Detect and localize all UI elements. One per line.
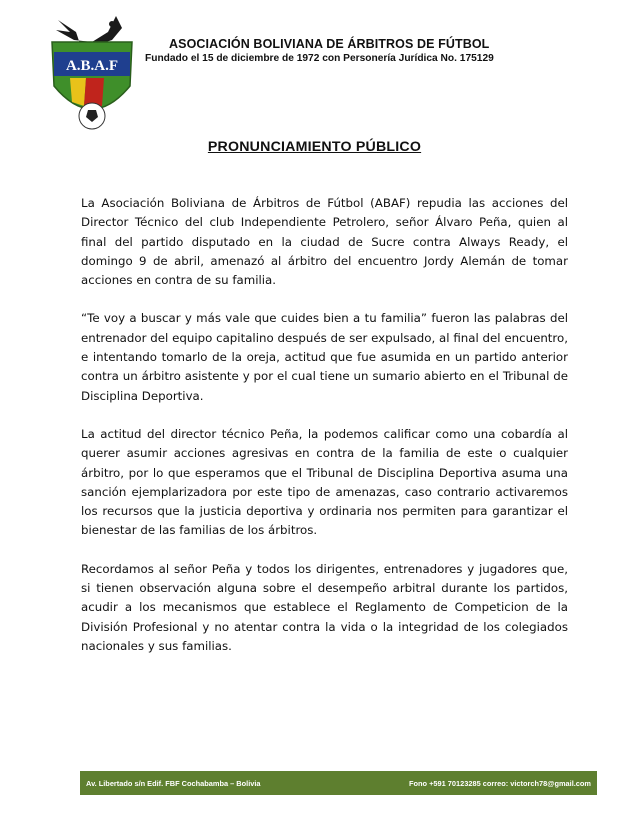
footer-address: Av. Libertado s/n Edif. FBF Cochabamba – Bolivia — [86, 778, 261, 788]
document-title: PRONUNCIAMIENTO PÚBLICO — [207, 139, 422, 155]
logo-text: A.B.A.F — [65, 58, 119, 74]
founding-info: Fundado el 15 de diciembre de 1972 con Personería Jurídica No. 175129 — [145, 53, 494, 64]
paragraph: Recordamos al señor Peña y todos los dirigentes, entrenadores y jugadores que, si tienen observación alguna sobre el desempeño arbitral durante los partidos, acudir a los mecanismos que establece el Reglamento de Competicion de la División Profesional y no atentar contra la vida o la integridad de los colegiados nacionales y sus familias. — [81, 561, 568, 653]
document-body — [81, 194, 568, 675]
footer-contact: Fono +591 70123285 correo: victorch78@gmail.com — [409, 778, 591, 788]
abaf-logo — [46, 10, 138, 138]
organization-name: ASOCIACIÓN BOLIVIANA DE ÁRBITROS DE FÚTBOL — [169, 37, 490, 51]
footer-bar — [80, 771, 597, 795]
paragraph: La actitud del director técnico Peña, la podemos calificar como una cobardía al querer asumir acciones agresivas en contra de la familia de este o cualquier árbitro, por lo que esperamos que el Tribunal de Disciplina Deportiva asuma una sanción ejemplarizadora por este tipo de amenazas, caso contrario activaremos los recursos que la justicia deportiva y ordinaria nos permiten para garantizar el bienestar de las familias de los árbitros. — [81, 426, 568, 538]
paragraph: “Te voy a buscar y más vale que cuides bien a tu familia” fueron las palabras del entrenador del equipo capitalino después de ser expulsado, al final del encuentro, e intentando tomarlo de la oreja, actitud que fue asumida en un partido anterior contra un árbitro asistente y por el cual tiene un sumario abierto en el Tribunal de Disciplina Deportiva. — [81, 311, 568, 403]
paragraph: La Asociación Boliviana de Árbitros de Fútbol (ABAF) repudia las acciones del Director Técnico del club Independiente Petrolero, señor Álvaro Peña, quien al final del partido disputado en la ciudad de Sucre contra Always Ready, el domingo 9 de abril, amenazó al árbitro del encuentro Jordy Alemán de tomar acciones en contra de su familia. — [81, 196, 568, 288]
